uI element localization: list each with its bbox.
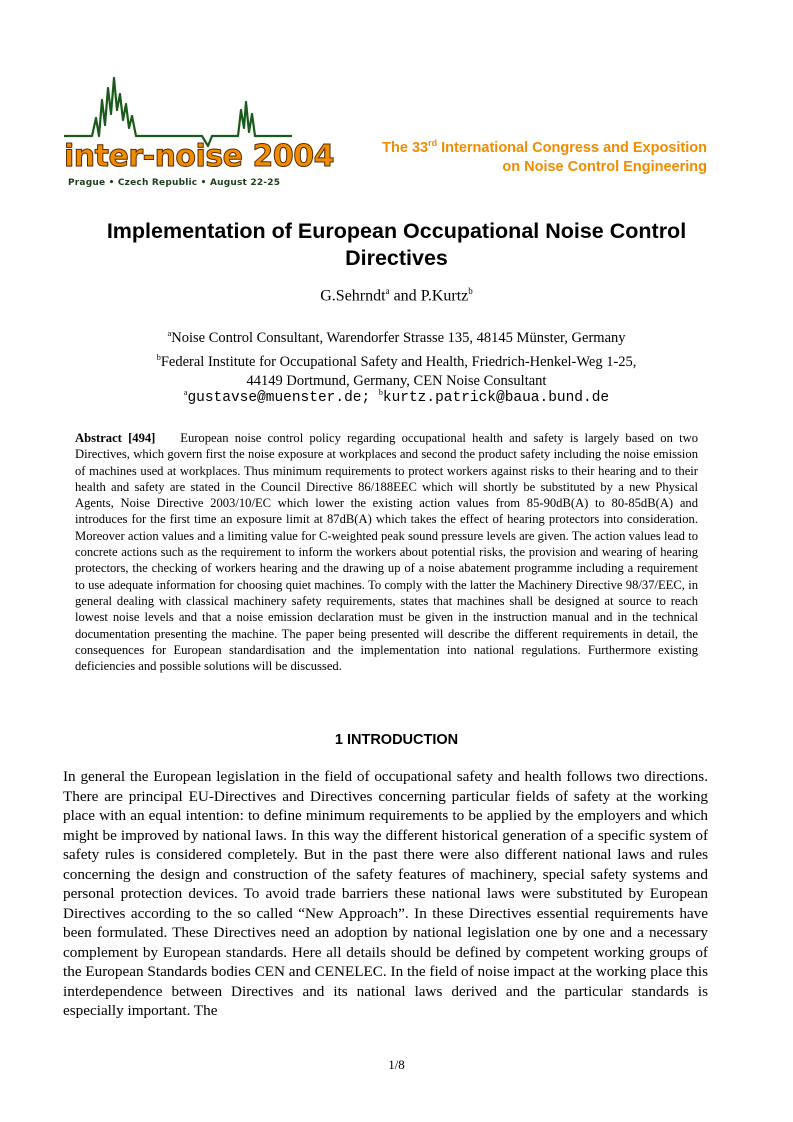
abstract xyxy=(75,430,698,674)
authors: G.Sehrndt$^a$ and P.Kurtz$^b$ xyxy=(320,286,473,305)
congress-heading xyxy=(382,139,707,177)
inter-noise-logo xyxy=(62,70,334,192)
abstract-text: European noise control policy regarding occupational health and safety is largely based on two Directives, which govern first the noise exposure at workplaces and second the product safety including the noise emission of machines used at workplaces. Thus minimum requirements to protect workers against risks to their hearing and to their health and safety are stated in the Council Directive 86/188EEC which will shortly be substituted by a new Physical Agents, Noise Directive 2003/10/EC which lower the existing action values from 85-90dB(A) to 80-85dB(A) and introduces for the first time an exposure limit at 87dB(A) which takes the effect of hearing protectors into consideration. Moreover action values and a limiting value for C-weighted peak sound pressure levels are given. The action values lead to concrete actions such as the requirement to inform the workers about potential risks, the provision and wearing of hearing protectors, the checking of workers hearing and the drawing up of a noise abatement programme including a requirement to use adequate information for choosing quiet machines. To comply with the latter the Machinery Directive 98/37/EEC, in general dealing with classical machinery safety requirements, states that machines shall be designed at source to reach lowest noise levels and that a noise emission declaration must be given in the instruction manual and in the technical documentation presenting the machine. The paper being presented will describe the different requirements in detail, the consequences for European standardisation and the implementation into national regulations. Furthermore existing deficiencies and possible solutions will be discussed. xyxy=(75,431,698,674)
affiliation-b: $^b$Federal Institute for Occupational Safety and Health, Friedrich-Henkel-Weg 1-25, xyxy=(156,351,637,370)
email-b[interactable]: kurtz.patrick@baua.bund.de xyxy=(382,389,610,406)
page-number: 1/8 xyxy=(388,1057,405,1072)
affiliations xyxy=(0,324,793,391)
email-a[interactable]: gustavse@muenster.de; xyxy=(187,389,379,406)
affiliation-a: $^a$Noise Control Consultant, Warendorfer Strasse 135, 48145 Münster, Germany xyxy=(167,328,626,346)
congress-line-1: The 33rd International Congress and Exposition xyxy=(382,138,707,156)
congress-line-2: on Noise Control Engineering xyxy=(502,159,707,175)
email-addresses: $^a$gustavse@muenster.de; $^b$kurtz.patrick@baua.bund.de xyxy=(183,388,610,406)
affiliation-b-cont: 44149 Dortmund, Germany, CEN Noise Consultant xyxy=(246,372,547,389)
logo-wordmark: inter-noise 2004 xyxy=(64,139,334,174)
abstract-label: Abstract [494] xyxy=(75,431,156,445)
section-body: In general the European legislation in the field of occupational safety and health follows two directions. There are principal EU-Directives and Directives concerning particular fields of safety at the working place with an equal intention: to define minimum requirements to be applied by the employers and which might be improved by national laws. In this way the different historical generation of a specific system of safety rules is considered completely. But in the past there were also different national laws and rules concerning the design and construction of the safety features of machinery, special safety systems and personal protection devices. To avoid trade barriers these national laws were substituted by European Directives according to the so called “New Approach”. In these Directives essential requirements have been formulated. These Directives need an adoption by national legislation one by one and a necessary complement by European standards. Here all details should be defined by competent working groups of the European Standards bodies CEN and CENELEC. In the field of noise impact at the working place this interdependence between Directives and its national laws derived and the particular standards is especially important. The xyxy=(63,768,708,1019)
section-heading: 1 INTRODUCTION xyxy=(334,732,459,748)
waveform-icon xyxy=(62,70,294,150)
logo-subtitle: Prague • Czech Republic • August 22-25 xyxy=(68,178,281,188)
paper-title: Implementation of European Occupational Noise Control Directives xyxy=(106,219,687,270)
